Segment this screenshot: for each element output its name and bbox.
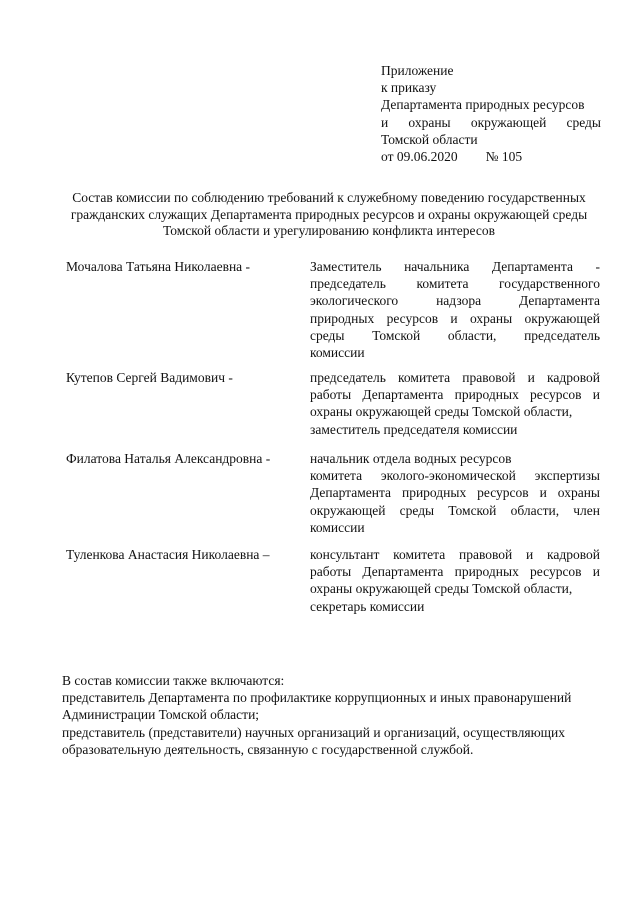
member-name: Кутепов Сергей Вадимович -	[66, 370, 233, 385]
member-role	[310, 369, 600, 438]
member-role-line: Заместитель начальника Департамента -	[310, 259, 600, 274]
member-role-line: природных ресурсов и охраны окружающей	[310, 310, 600, 326]
member-role-line: среды Томской области, председатель	[310, 327, 600, 343]
appendix-date-number	[381, 148, 601, 165]
additional-member-line: Администрации Томской области;	[62, 707, 260, 723]
document-title	[58, 190, 600, 240]
appendix-department-line1: Департамента природных ресурсов	[381, 97, 585, 113]
member-role-line: секретарь комиссии	[310, 598, 425, 614]
member-name: Мочалова Татьяна Николаевна -	[66, 259, 251, 274]
member-role-line: начальник отдела водных ресурсов	[310, 451, 512, 466]
member-role-line: работы Департамента природных ресурсов и	[310, 564, 600, 580]
title-line-2: гражданских служащих Департамента природных ресурсов и охраны окружающей среды	[70, 206, 588, 222]
member-role-line: Департамента природных ресурсов и охраны	[310, 485, 600, 501]
member-role-line: охраны окружающей среды Томской области,	[310, 404, 573, 420]
member-role-line: заместитель председателя комиссии	[310, 421, 518, 437]
member-role-line: комиссии	[310, 345, 365, 361]
appendix-region: Томской области	[381, 131, 478, 147]
member-role	[310, 258, 600, 361]
appendix-order-ref: к приказу	[381, 80, 437, 96]
additional-members-intro: В состав комиссии также включаются:	[62, 673, 285, 688]
title-line-3: Томской области и урегулированию конфликта интересов	[163, 223, 495, 238]
member-role-line: комитета эколого-экономической экспертизы	[310, 468, 600, 484]
member-role-line: председатель комитета правовой и кадровой	[310, 370, 600, 385]
member-role-line: окружающей среды Томской области, член	[310, 502, 600, 518]
member-role-line: работы Департамента природных ресурсов и	[310, 387, 600, 403]
member-role	[310, 546, 600, 615]
member-name: Филатова Наталья Александровна -	[66, 451, 271, 466]
member-name: Туленкова Анастасия Николаевна –	[66, 547, 270, 562]
appendix-department-line2: и охраны окружающей среды	[381, 114, 601, 130]
appendix-date: от 09.06.2020	[381, 149, 458, 165]
member-role-line: комиссии	[310, 519, 365, 535]
member-role-line: охраны окружающей среды Томской области,	[310, 581, 573, 597]
member-role-line: председатель комитета государственного	[310, 276, 600, 292]
title-line-1: Состав комиссии по соблюдению требований к служебному поведению государственных	[72, 190, 586, 205]
appendix-header	[381, 62, 601, 165]
additional-members-section	[62, 672, 600, 758]
appendix-number: № 105	[485, 149, 523, 165]
member-role-line: консультант комитета правовой и кадровой	[310, 547, 600, 562]
additional-member-line: образовательную деятельность, связанную с государственной службой.	[62, 741, 474, 757]
additional-member-line: представитель Департамента по профилактике коррупционных и иных правонарушений	[62, 690, 572, 706]
member-role-line: экологического надзора Департамента	[310, 293, 600, 309]
member-role	[310, 450, 600, 536]
appendix-title: Приложение	[381, 63, 454, 78]
additional-member-line: представитель (представители) научных организаций и организаций, осуществляющих	[62, 724, 566, 740]
